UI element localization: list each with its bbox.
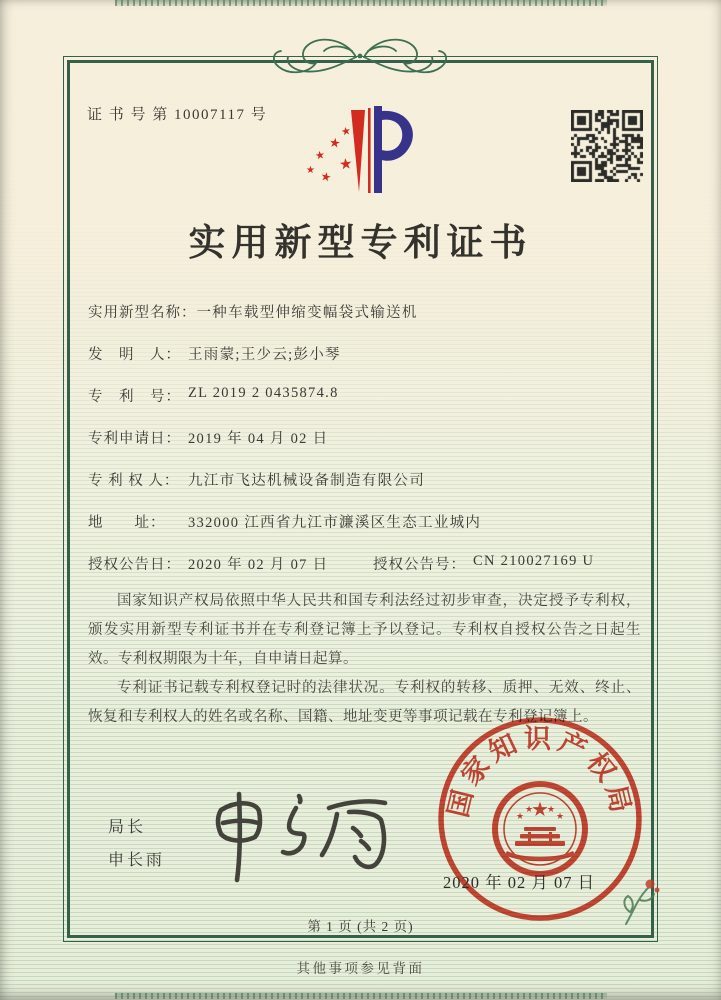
legal-paragraph-1: 国家知识产权局依照中华人民共和国专利法经过初步审查，决定授予专利权，颁发实用新型专利证书并在专利登记簿上予以登记。专利权自授权公告之日起生效。专利权期限为十年，自申请日起算。 [88,593,641,667]
cnipa-logo-icon [299,97,431,199]
svg-text:★: ★ [338,154,354,174]
field-label: 专 利 权 人： [88,473,180,489]
svg-text:★: ★ [306,165,315,176]
field-label: 专利申请日： [88,431,181,447]
field-label: 授权公告日： [88,557,181,573]
field-label: 发 明 人： [88,347,181,363]
certificate-fields [88,301,648,595]
svg-text:★: ★ [546,805,556,815]
field-label: 实用新型名称： [88,305,197,321]
svg-text:★: ★ [531,797,549,821]
field-grant-date-and-number [88,553,648,573]
back-side-note: 其他事项参见背面 [296,961,425,976]
field-patentee [88,469,648,489]
field-filing-date [88,427,648,447]
svg-text:★: ★ [327,135,342,152]
seal-text: 国家知识产权局 [442,723,638,821]
svg-text:★: ★ [314,148,327,163]
field-label: 专 利 号： [88,389,181,405]
field-patent-number [88,385,648,405]
signer-title: 局长 [108,819,147,836]
seal-date: 2020 年 02 月 07 日 [443,873,596,892]
svg-text:★: ★ [515,812,525,822]
field-value: ZL 2019 2 0435874.8 [188,385,339,401]
field-value: 一种车载型伸缩变幅袋式输送机 [196,305,418,321]
page-number: 第 1 页 (共 2 页) [307,919,414,934]
certificate-number: 证 书 号 第 10007117 号 [87,107,268,123]
field-inventors [88,343,648,363]
field-value: 王雨蒙;王少云;彭小琴 [188,347,341,363]
national-ip-office-seal [434,713,646,925]
legal-text [88,587,641,732]
field-label-grant-number: 授权公告号： [373,557,466,573]
field-value: 九江市飞达机械设备制造有限公司 [188,473,425,489]
qr-code [571,110,643,182]
field-utility-model-name [88,301,648,321]
field-label: 地 址： [88,515,166,531]
svg-text:★: ★ [555,812,565,822]
top-lace-border [115,0,607,6]
bottom-lace-border [115,993,607,999]
legal-paragraph-2: 专利证书记载专利权登记时的法律状况。专利权的转移、质押、无效、终止、恢复和专利权人的姓名或名称、国籍、地址变更等事项记载在专利登记簿上。 [88,680,641,725]
field-value-grant-number: CN 210027169 U [473,553,595,569]
director-signature [203,786,408,888]
certificate-title: 实用新型专利证书 [188,223,533,264]
frame-top-ornament-icon [256,29,464,87]
signer-name: 申长雨 [108,852,166,869]
field-value: 2019 年 04 月 02 日 [188,431,329,447]
field-value: 2020 年 02 月 07 日 [188,557,329,573]
field-value: 332000 江西省九江市濂溪区生态工业城内 [188,515,482,531]
svg-text:★: ★ [339,123,353,139]
signer-block [108,811,165,877]
svg-text:★: ★ [524,805,534,815]
svg-text:★: ★ [319,168,333,185]
field-address [88,511,648,531]
